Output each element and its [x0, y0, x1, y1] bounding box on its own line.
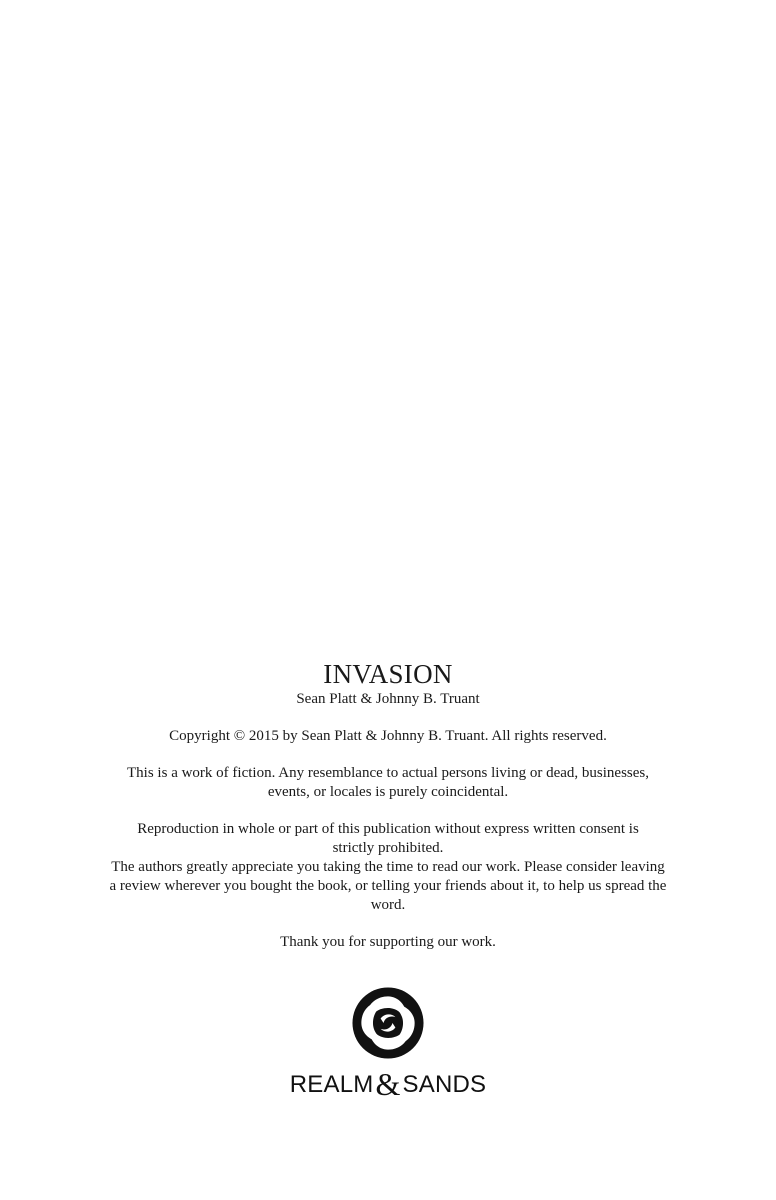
copyright-block — [0, 658, 776, 952]
swirl-logo-icon — [351, 986, 425, 1060]
publisher-name-part1: REALM — [289, 1071, 374, 1098]
fiction-notice: This is a work of fiction. Any resemblance to actual persons living or dead, businesses, events, or locales is purely coincidental. — [127, 765, 649, 800]
reproduction-notice: Reproduction in whole or part of this publication without express written consent is strictly prohibited. — [137, 821, 639, 856]
publisher-name-part2: SANDS — [402, 1071, 487, 1098]
book-authors: Sean Platt & Johnny B. Truant — [296, 691, 480, 707]
thanks-line: Thank you for supporting our work. — [280, 934, 496, 950]
review-request: The authors greatly appreciate you taking the time to read our work. Please consider leaving a review wherever you bought the book, or telling your friends about it, to help us spread the word. — [109, 859, 667, 913]
publisher-name — [0, 1066, 776, 1100]
book-title: INVASION — [323, 659, 453, 689]
publisher-ampersand: & — [375, 1066, 401, 1102]
publisher-logo — [0, 986, 776, 1100]
copyright-line: Copyright © 2015 by Sean Platt & Johnny B. Truant. All rights reserved. — [169, 728, 607, 744]
